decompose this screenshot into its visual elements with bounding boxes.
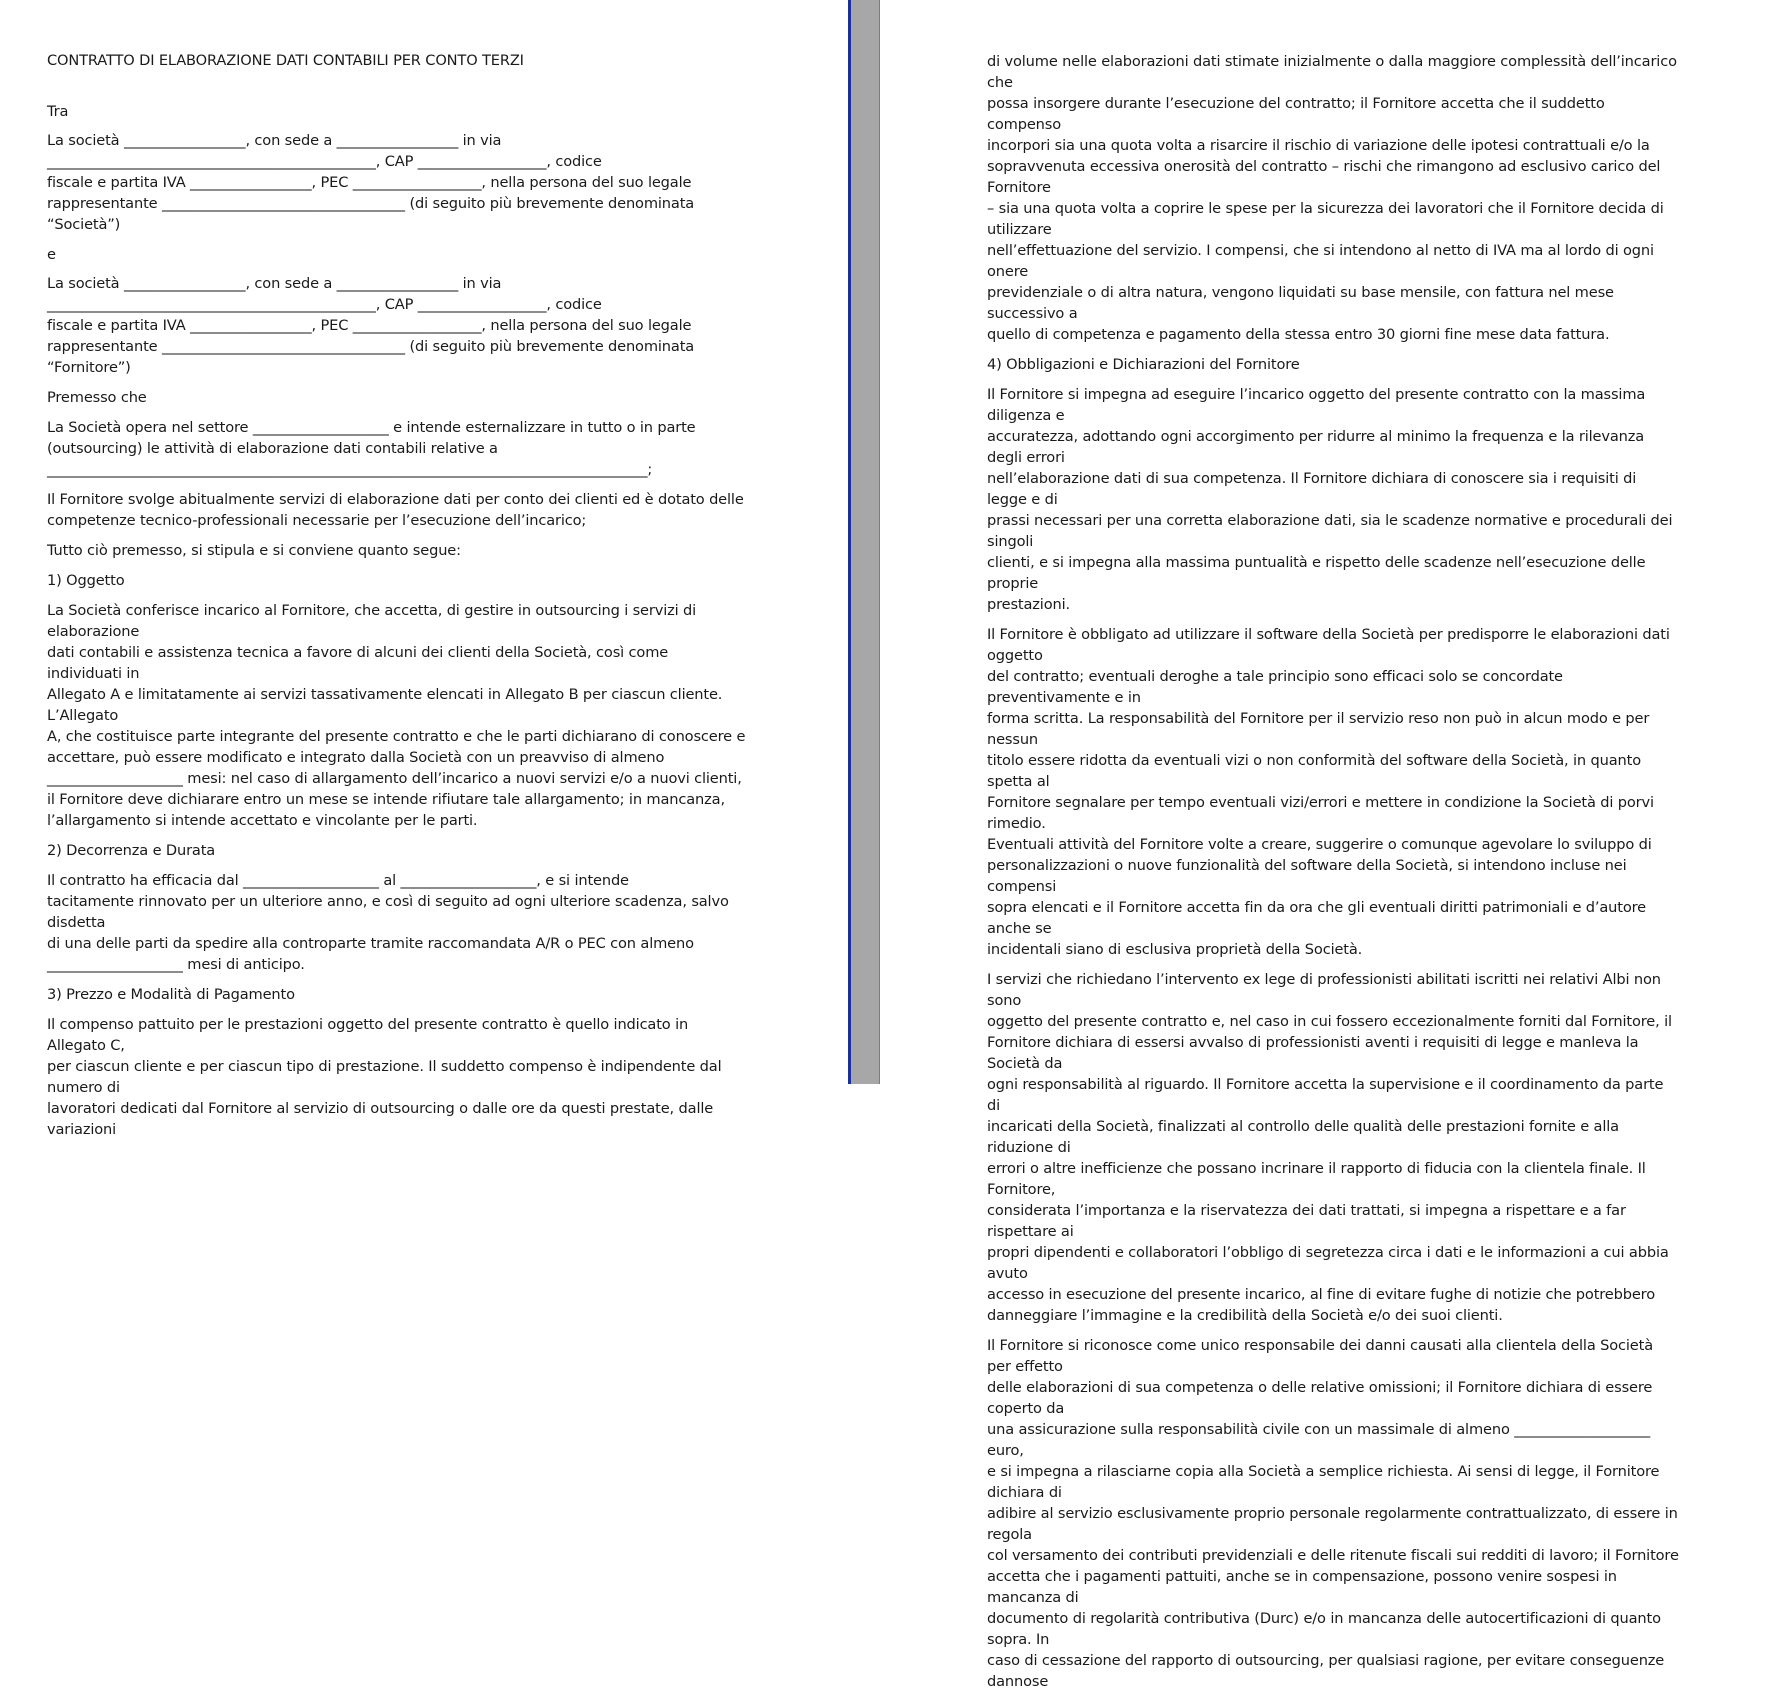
premesso-heading: Premesso che <box>47 389 147 406</box>
page-left-content <box>47 50 747 1149</box>
section-3-heading: 3) Prezzo e Modalità di Pagamento <box>47 986 295 1003</box>
section-2-text: Il contratto ha efficacia dal ___________________ al ___________________, e si intende tacitamente rinnovato per un ulteriore anno, e così di seguito ad ogni ulteriore scadenza, salvo disdetta di una delle parti da spedire alla controparte tramite raccomandata A/R o PEC con almeno ___________________ mesi di anticipo. <box>47 872 729 973</box>
document-page-right <box>880 0 1771 1690</box>
section-4-paragraph-4: Il Fornitore si riconosce come unico responsabile dei danni causati alla clientela della Società per effetto delle elaborazioni di sua competenza o delle relative omissioni; il Fornitore dichiara di essere coperto da una assicurazione sulla responsabilità civile con un massimale di almeno ___________________ euro, e si impegna a rilasciarne copia alla Società a semplice richiesta. Ai sensi di legge, il Fornitore dichiara di adibire al servizio esclusivamente proprio personale regolarmente contrattualizzato, di essere in regola col versamento dei contributi previdenziali e delle ritenute fiscali sui redditi di lavoro; il Fornitore accetta che i pagamenti pattuiti, anche se in compensazione, possono venire sospesi in mancanza di documento di regolarità contributiva (Durc) e/o in mancanza delle autocertificazioni di quanto sopra. In caso di cessazione del rapporto di outsourcing, per qualsiasi ragione, per evitare conseguenze dannose <box>987 1337 1679 1690</box>
page-divider <box>848 0 880 1084</box>
premessa-1: La Società opera nel settore ___________________ e intende esternalizzare in tutto o in parte (outsourcing) le attività di elaborazione dati contabili relative a ____________________________________________________________________________________; <box>47 419 696 478</box>
section-2-heading: 2) Decorrenza e Durata <box>47 842 216 859</box>
section-4-paragraph-1: Il Fornitore si impegna ad eseguire l’incarico oggetto del presente contratto con la massima diligenza e accuratezza, adottando ogni accorgimento per ridurre al minimo la frequenza e la rilevanza degli errori nell’elaborazione dati di sua competenza. Il Fornitore dichiara di conoscere sia i requisiti di legge e di prassi necessari per una corretta elaborazione dati, sia le scadenze normative e procedurali dei singoli clienti, e si impegna alla massima puntualità e rispetto delle scadenze nell’esecuzione delle proprie prestazioni. <box>987 386 1673 613</box>
section-3-continued: di volume nelle elaborazioni dati stimate inizialmente o dalla maggiore complessità dell’incarico che possa insorgere durante l’esecuzione del contratto; il Fornitore accetta che il suddetto compenso incorpori sia una quota volta a risarcire il rischio di variazione delle ipotesi contrattuali e/o la sopravvenuta eccessiva onerosità del contratto – rischi che rimangono ad esclusivo carico del Fornitore – sia una quota volta a coprire le spese per la sicurezza dei lavoratori che il Fornitore decida di utilizzare nell’effettuazione del servizio. I compensi, che si intendono al netto di IVA ma al lordo di ogni onere previdenziale o di altra natura, vengono liquidati su base mensile, con fattura nel mese successivo a quello di competenza e pagamento della stessa entro 30 giorni fine mese data fattura. <box>987 53 1677 343</box>
paragraph-e: e <box>47 246 56 263</box>
party-societa-block: La società _________________, con sede a _________________ in via ______________________________________________, CAP __________________, codice fiscale e partita IVA _________________, PEC __________________, nella persona del suo legale rappresentante __________________________________ (di seguito più brevemente denominata “Società”) <box>47 132 695 233</box>
party-fornitore-block: La società _________________, con sede a _________________ in via ______________________________________________, CAP __________________, codice fiscale e partita IVA _________________, PEC __________________, nella persona del suo legale rappresentante __________________________________ (di seguito più brevemente denominata “Fornitore”) <box>47 275 695 376</box>
section-4-paragraph-2: Il Fornitore è obbligato ad utilizzare il software della Società per predisporre le elaborazioni dati oggetto del contratto; eventuali deroghe a tale principio sono efficaci solo se concordate preventivamente e in forma scritta. La responsabilità del Fornitore per il servizio reso non può in alcun modo e per nessun titolo essere ridotta da eventuali vizi o non conformità del software della Società, in quanto spetta al Fornitore segnalare per tempo eventuali vizi/errori e mettere in condizione la Società di porvi rimedio. Eventuali attività del Fornitore volte a creare, suggerire o comunque agevolare lo sviluppo di personalizzazioni o nuove funzionalità del software della Società, si intendono incluse nei compensi sopra elencati e il Fornitore accetta fin da ora che gli eventuali diritti patrimoniali e d’autore anche se incidentali siano di esclusiva proprietà della Società. <box>987 626 1670 958</box>
section-4-paragraph-3: I servizi che richiedano l’intervento ex lege di professionisti abilitati iscritti nei relativi Albi non sono oggetto del presente contratto e, nel caso in cui fossero eccezionalmente forniti dal Fornitore, il Fornitore dichiara di essersi avvalso di professionisti aventi i requisiti di legge e manleva la Società da ogni responsabilità al riguardo. Il Fornitore accetta la supervisione e il coordinamento da parte di incaricati della Società, finalizzati al controllo delle qualità delle prestazioni fornite e alla riduzione di errori o altre inefficienze che possano incrinare il rapporto di fiducia con la clientela finale. Il Fornitore, considerata l’importanza e la riservatezza dei dati trattati, si impegna a rispettare e a far rispettare ai propri dipendenti e collaboratori l’obbligo di segretezza circa i dati e le informazioni a cui abbia avuto accesso in esecuzione del presente incarico, al fine di evitare fughe di notizie che potrebbero danneggiare l’immagine e la credibilità della Società e/o dei suoi clienti. <box>987 971 1672 1324</box>
tutto-premesso: Tutto ciò premesso, si stipula e si conviene quanto segue: <box>47 542 461 559</box>
document-page-left <box>0 0 848 1138</box>
section-4-heading: 4) Obbligazioni e Dichiarazioni del Fornitore <box>987 356 1300 373</box>
section-3-text: Il compenso pattuito per le prestazioni oggetto del presente contratto è quello indicato in Allegato C, per ciascun cliente e per ciascun tipo di prestazione. Il suddetto compenso è indipendente dal numero di lavoratori dedicati dal Fornitore al servizio di outsourcing o dalle ore da questi prestate, dalle variazioni <box>47 1016 722 1138</box>
page-right-content <box>987 51 1680 1701</box>
paragraph-tra: Tra <box>47 103 69 120</box>
section-1-text: La Società conferisce incarico al Fornitore, che accetta, di gestire in outsourcing i servizi di elaborazione dati contabili e assistenza tecnica a favore di alcuni dei clienti della Società, così come individuati in Allegato A e limitatamente ai servizi tassativamente elencati in Allegato B per ciascun cliente. L’Allegato A, che costituisce parte integrante del presente contratto e che le parti dichiarano di conoscere e accettare, può essere modificato e integrato dalla Società con un preavviso di almeno ___________________ mesi: nel caso di allargamento dell’incarico a nuovi servizi e/o a nuovi clienti, il Fornitore deve dichiarare entro un mese se intende rifiutare tale allargamento; in mancanza, l’allargamento si intende accettato e vincolante per le parti. <box>47 602 746 829</box>
section-1-heading: 1) Oggetto <box>47 572 125 589</box>
document-title: CONTRATTO DI ELABORAZIONE DATI CONTABILI PER CONTO TERZI <box>47 52 524 69</box>
premessa-2: Il Fornitore svolge abitualmente servizi di elaborazione dati per conto dei clienti ed è dotato delle competenze tecnico-professionali necessarie per l’esecuzione dell’incarico; <box>47 491 744 529</box>
